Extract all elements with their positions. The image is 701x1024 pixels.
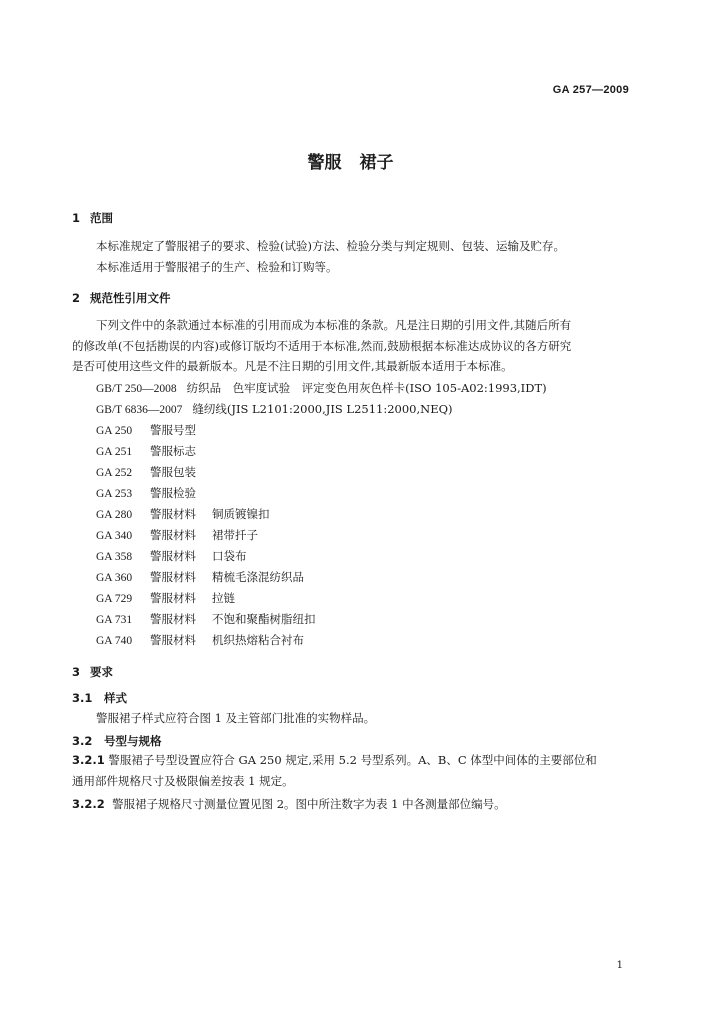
reference-title: 拉链: [212, 591, 235, 605]
subsection-3-2-heading: [72, 733, 162, 749]
reference-item: [96, 506, 270, 522]
section-1-paragraph-2: 本标准适用于警服裙子的生产、检验和订购等。: [96, 260, 338, 274]
clause-text: 警服裙子规格尺寸测量位置见图 2。图中所注数字为表 1 中各测量部位编号。: [112, 797, 506, 811]
section-2-intro-line-1: 下列文件中的条款通过本标准的引用而成为本标准的条款。凡是注日期的引用文件,其随后所有: [96, 318, 572, 332]
standard-code: GA 257—2009: [552, 84, 629, 96]
reference-code: GA 360: [96, 572, 133, 584]
subsection-3-1-heading: [72, 690, 127, 706]
section-1-paragraph-1: 本标准规定了警服裙子的要求、检验(试验)方法、检验分类与判定规则、包装、运输及贮存。: [96, 239, 565, 253]
reference-item: [96, 401, 453, 417]
reference-code: GA 280: [96, 509, 133, 521]
reference-category: 警服材料: [150, 507, 196, 521]
reference-title: 精梳毛涤混纺织品: [212, 570, 304, 584]
reference-code: GA 358: [96, 551, 133, 563]
section-2-intro-line-2: 的修改单(不包括勘误的内容)或修订版均不适用于本标准,然而,鼓励根据本标准达成协议的各方研究: [72, 339, 572, 353]
clause-text: 警服裙子号型设置应符合 GA 250 规定,采用 5.2 号型系列。A、B、C 体型中间体的主要部位和: [108, 753, 597, 767]
reference-item: [96, 422, 212, 438]
section-title: 范围: [90, 211, 113, 225]
reference-item: [96, 443, 212, 459]
section-number: 2: [72, 291, 81, 305]
reference-item: [96, 611, 316, 627]
reference-title: 铜质镀镍扣: [212, 507, 270, 521]
subsection-number: 3.2: [72, 734, 93, 748]
reference-code: GA 250: [96, 425, 133, 437]
clause-number: 3.2.1: [72, 753, 105, 767]
title-part-1: 警服: [307, 153, 342, 173]
subsection-3-2-2-line-1: [72, 794, 506, 814]
reference-code: GB/T 6836—2007: [96, 404, 183, 416]
title-part-2: 裙子: [359, 153, 394, 173]
reference-code: GA 253: [96, 488, 133, 500]
reference-category: 警服材料: [150, 591, 196, 605]
reference-category: 警服材料: [150, 633, 196, 647]
reference-category: 警服号型: [150, 423, 196, 437]
reference-code: GA 731: [96, 614, 133, 626]
reference-category: 警服检验: [150, 486, 196, 500]
section-title: 规范性引用文件: [90, 291, 171, 305]
section-number: 1: [72, 211, 81, 225]
reference-item: [96, 548, 247, 564]
section-title: 要求: [90, 665, 113, 679]
reference-category: 警服材料: [150, 549, 196, 563]
reference-code: GA 251: [96, 446, 133, 458]
reference-code: GA 252: [96, 467, 133, 479]
reference-item: [96, 485, 212, 501]
reference-title: 口袋布: [212, 549, 247, 563]
section-number: 3: [72, 665, 81, 679]
section-2-intro-line-3: 是否可使用这些文件的最新版本。凡是不注日期的引用文件,其最新版本适用于本标准。: [72, 359, 513, 373]
reference-item: [96, 464, 212, 480]
reference-title: 缝纫线(JIS L2101:2000,JIS L2511:2000,NEQ): [192, 402, 453, 416]
reference-item: [96, 569, 304, 585]
clause-number: 3.2.2: [72, 797, 105, 811]
subsection-title: 样式: [104, 691, 127, 705]
reference-title: 纺织品 色牢度试验 评定变色用灰色样卡(ISO 105-A02:1993,IDT): [186, 381, 547, 395]
reference-title: 裙带扦子: [212, 528, 258, 542]
reference-category: 警服材料: [150, 612, 196, 626]
subsection-title: 号型与规格: [104, 734, 162, 748]
subsection-3-2-1-line-2: 通用部件规格尺寸及极限偏差按表 1 规定。: [72, 774, 294, 788]
reference-category: 警服包装: [150, 465, 196, 479]
section-3-heading: [72, 664, 113, 680]
reference-code: GA 740: [96, 635, 133, 647]
reference-title: 不饱和聚酯树脂纽扣: [212, 612, 316, 626]
reference-item: [96, 632, 304, 648]
reference-code: GB/T 250—2008: [96, 383, 177, 395]
reference-item: [96, 380, 547, 396]
subsection-number: 3.1: [72, 691, 93, 705]
reference-category: 警服标志: [150, 444, 196, 458]
section-1-heading: [72, 210, 113, 226]
reference-code: GA 729: [96, 593, 133, 605]
reference-title: 机织热熔粘合衬布: [212, 633, 304, 647]
reference-category: 警服材料: [150, 570, 196, 584]
reference-code: GA 340: [96, 530, 133, 542]
document-title: [0, 148, 701, 173]
subsection-3-1-paragraph: 警服裙子样式应符合图 1 及主管部门批准的实物样品。: [96, 711, 376, 725]
page-number: 1: [616, 960, 623, 971]
section-2-heading: [72, 290, 171, 306]
reference-item: [96, 527, 258, 543]
subsection-3-2-1-line-1: [72, 750, 597, 770]
reference-item: [96, 590, 235, 606]
reference-category: 警服材料: [150, 528, 196, 542]
